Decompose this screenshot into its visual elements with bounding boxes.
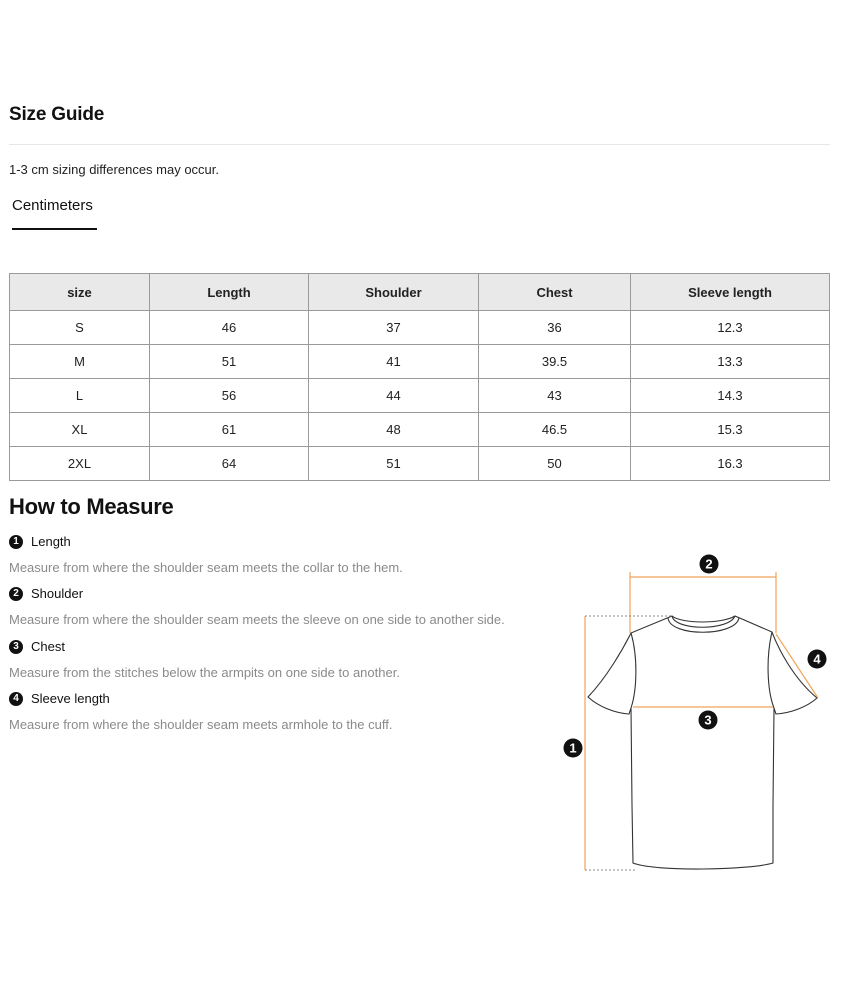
measure-item-chest [9, 639, 65, 654]
number-badge: 3 [9, 640, 23, 654]
table-cell: 46 [150, 311, 309, 345]
table-cell: 15.3 [631, 413, 830, 447]
table-cell: 14.3 [631, 379, 830, 413]
measure-item-description: Measure from where the shoulder seam meets the sleeve on one side to another side. [9, 612, 505, 627]
table-cell: 39.5 [479, 345, 631, 379]
column-header-shoulder: Shoulder [309, 274, 479, 311]
table-cell: 43 [479, 379, 631, 413]
marker-2 [700, 555, 719, 574]
table-cell: 46.5 [479, 413, 631, 447]
measure-item-sleeve-length [9, 691, 110, 706]
table-row [10, 379, 830, 413]
how-to-measure-heading: How to Measure [9, 494, 174, 519]
column-header-length: Length [150, 274, 309, 311]
svg-text:1: 1 [569, 740, 577, 756]
number-badge: 2 [9, 587, 23, 601]
table-cell: 41 [309, 345, 479, 379]
table-cell: 56 [150, 379, 309, 413]
svg-text:3: 3 [704, 712, 712, 728]
tshirt-icon [555, 545, 844, 885]
measure-item-length [9, 534, 71, 549]
table-cell: L [10, 379, 150, 413]
column-header-chest: Chest [479, 274, 631, 311]
page-title: Size Guide [9, 104, 105, 125]
measure-item-title: Chest [31, 639, 65, 654]
table-cell: S [10, 311, 150, 345]
table-cell: 48 [309, 413, 479, 447]
measure-item-title: Length [31, 534, 71, 549]
number-badge: 4 [9, 692, 23, 706]
table-header-row [10, 274, 830, 311]
marker-1 [564, 739, 583, 758]
svg-text:2: 2 [705, 556, 713, 572]
table-cell: 51 [150, 345, 309, 379]
table-row [10, 447, 830, 481]
number-badge: 1 [9, 535, 23, 549]
measure-item-title: Shoulder [31, 586, 84, 601]
tshirt-measurement-diagram [555, 545, 844, 885]
table-cell: XL [10, 413, 150, 447]
sizing-note: 1-3 cm sizing differences may occur. [9, 162, 220, 177]
measure-item-description: Measure from where the shoulder seam meets armhole to the cuff. [9, 717, 393, 732]
table-cell: 61 [150, 413, 309, 447]
measure-item-title: Sleeve length [31, 691, 110, 706]
svg-text:4: 4 [813, 651, 821, 667]
measure-item-shoulder [9, 586, 83, 601]
table-cell: M [10, 345, 150, 379]
table-cell: 13.3 [631, 345, 830, 379]
table-cell: 36 [479, 311, 631, 345]
divider [9, 144, 830, 145]
marker-3 [699, 711, 718, 730]
table-cell: 37 [309, 311, 479, 345]
table-cell: 51 [309, 447, 479, 481]
table-cell: 64 [150, 447, 309, 481]
size-table [9, 273, 830, 481]
measure-item-description: Measure from where the shoulder seam meets the collar to the hem. [9, 560, 403, 575]
table-cell: 44 [309, 379, 479, 413]
table-cell: 16.3 [631, 447, 830, 481]
table-row [10, 345, 830, 379]
table-row [10, 413, 830, 447]
column-header-sleeve-length: Sleeve length [631, 274, 830, 311]
column-header-size: size [10, 274, 150, 311]
tab-centimeters[interactable]: Centimeters [12, 197, 97, 230]
measure-item-description: Measure from the stitches below the armpits on one side to another. [9, 665, 400, 680]
table-cell: 12.3 [631, 311, 830, 345]
table-cell: 50 [479, 447, 631, 481]
table-row [10, 311, 830, 345]
table-cell: 2XL [10, 447, 150, 481]
marker-4 [808, 650, 827, 669]
